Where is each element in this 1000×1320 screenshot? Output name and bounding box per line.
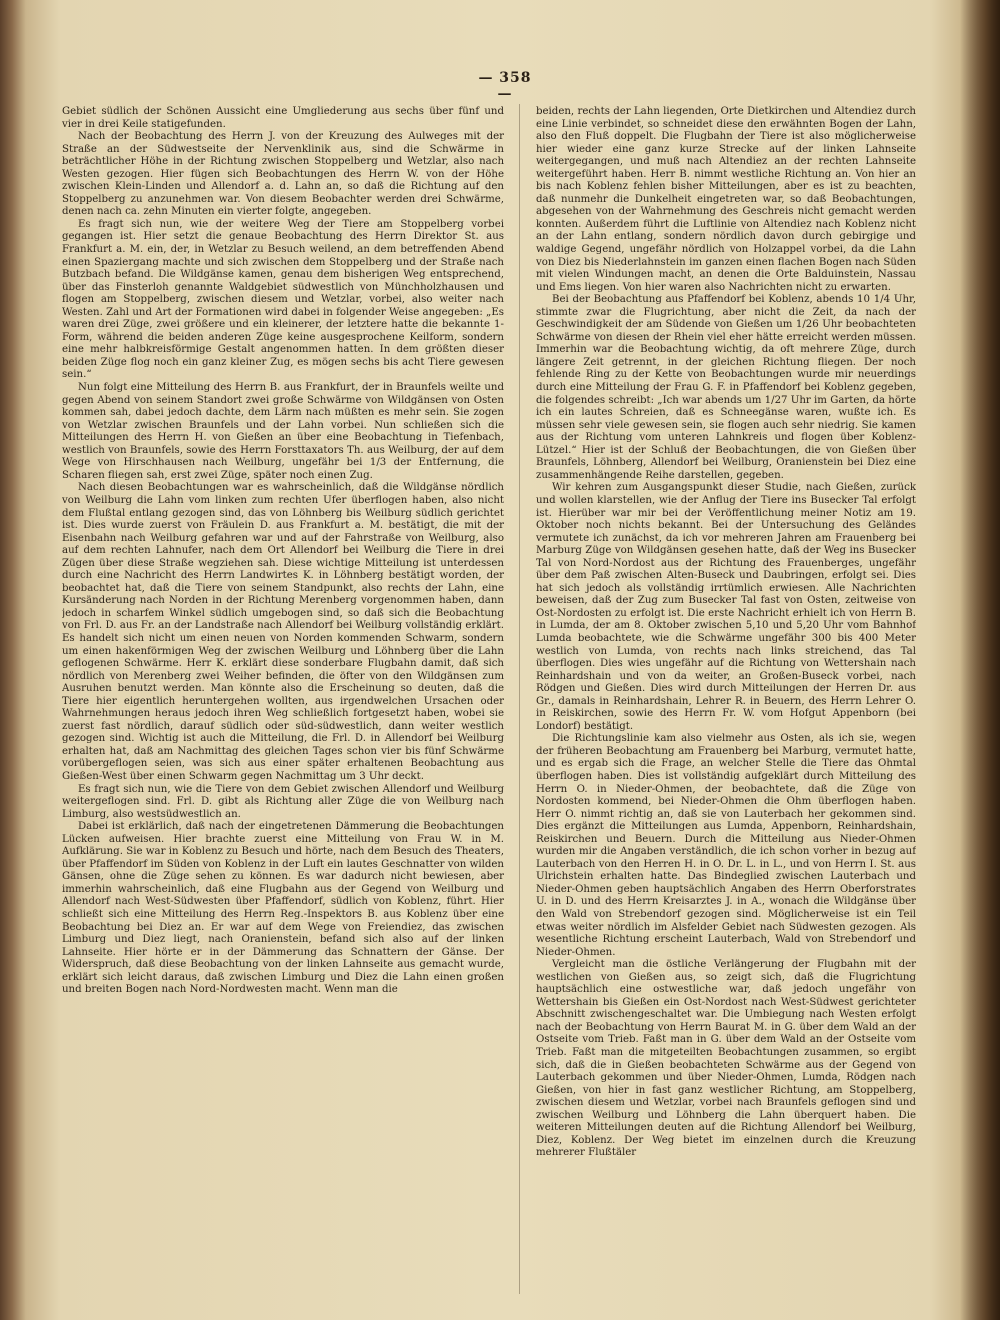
left-column — [62, 106, 504, 1296]
page-edge-shadow — [960, 0, 1000, 1320]
paragraph: Nach der Beobachtung des Herrn J. von der Kreuzung des Aulweges mit der Straße an der Südwestseite der Nervenklinik aus, sind die Schwärme in beträchtlicher Höhe in der Richtung zwischen Stoppelberg und Wetzlar, also nach Westen gezogen. Hier fügen sich Beobachtungen des Herrn W. von der Höhe zwischen Klein-Linden und Allendorf a. d. Lahn an, so daß die Richtung auf den Stoppelberg zu anzunehmen war. Von diesem Beobachter werden drei Schwärme, denen nach ca. zehn Minuten ein vierter folgte, angegeben. — [62, 131, 504, 218]
paragraph: Die Richtungslinie kam also vielmehr aus Osten, als ich sie, wegen der früheren Beobachtung am Frauenberg bei Marburg, vermutet hatte, und es ergab sich die Frage, an welcher Stelle die Tiere das Ohmtal überflogen haben. Dies ist vollständig aufgeklärt durch Mitteilung des Herrn O. in Nieder-Ohmen, der beobachtete, daß die Züge von Nordosten kommend, bei Nieder-Ohmen die Ohm überflogen haben. Herr O. nimmt richtig an, daß sie von Lauterbach her gekommen sind. Dies ergänzt die Mitteilungen aus Lumda, Appenborn, Reinhardshain, Reiskirchen und Beuern. Durch die Mitteilung aus Nieder-Ohmen wurden mir die Angaben verständlich, die ich schon vorher in bezug auf Lauterbach von den Herren H. in O. Dr. L. in L., und von Herrn I. St. aus Ulrichstein erhalten hatte. Das Bindeglied zwischen Lauterbach und Nieder-Ohmen geben hauptsächlich Angaben des Herrn Oberforstrates U. in D. und des Herrn Kreisarztes J. in A., wonach die Wildgänse über den Wald von Strebendorf gezogen sind. Möglicherweise ist ein Teil etwas weiter nördlich im Alsfelder Gebiet nach Südwesten gezogen. Als wesentliche Richtung erscheint Lauterbach, Wald von Strebendorf und Nieder-Ohmen. — [536, 733, 916, 958]
paragraph: Vergleicht man die östliche Verlängerung der Flugbahn mit der westlichen von Gießen aus, so zeigt sich, daß die Flugrichtung hauptsächlich eine ostwestliche war, daß jedoch ungefähr von Wettershain bis Gießen ein Ost-Nordost nach West-Südwest gerichteter Abschnitt zwischengeschaltet war. Die Umbiegung nach Westen erfolgt nach der Beobachtung von Herrn Baurat M. in G. über dem Wald an der Ostseite vom Trieb. Faßt man in G. über dem Wald an der Ostseite vom Trieb. Faßt man die mitgeteilten Beobachtungen zusammen, so ergibt sich, daß die in Gießen beobachteten Schwärme aus der Gegend von Lauterbach gekommen und über Nieder-Ohmen, Lumda, Rödgen nach Gießen, von hier in fast ganz westlicher Richtung, am Stoppelberg, zwischen diesem und Wetzlar, vorbei nach Braunfels geflogen sind und zwischen Weilburg und Löhnberg die Lahn überquert haben. Die weiteren Mitteilungen deuten auf die Richtung Allendorf bei Weilburg, Diez, Koblenz. Der Weg bietet im einzelnen durch die Kreuzung mehrerer Flußtäler — [536, 959, 916, 1159]
paragraph: Es fragt sich nun, wie die Tiere von dem Gebiet zwischen Allendorf und Weilburg weitergeflogen sind. Frl. D. gibt als Richtung aller Züge die von Weilburg nach Limburg, also westsüdwestlich an. — [62, 783, 504, 820]
paragraph: Wir kehren zum Ausgangspunkt dieser Studie, nach Gießen, zurück und wollen klarstellen, wie der Anflug der Tiere ins Busecker Tal erfolgt ist. Hierüber war mir bei der Veröffentlichung meiner Notiz am 19. Oktober noch nichts bekannt. Bei der Untersuchung des Geländes vermutete ich zunächst, da ich vor mehreren Jahren am Frauenberg bei Marburg Züge von Wildgänsen gesehen hatte, daß der Weg ins Busecker Tal von Nord-Nordost aus der Richtung des Frauenberges, ungefähr über dem Paß zwischen Alten-Buseck und Daubringen, erfolgt sei. Dies hat sich jedoch als vollständig irrtümlich erwiesen. Alle Nachrichten beweisen, daß der Zug zum Busecker Tal fast von Osten, zeitweise von Ost-Nordosten zu erfolgt ist. Die erste Nachricht erhielt ich von Herrn B. in Lumda, der am 8. Oktober zwischen 5,10 und 5,20 Uhr vom Bahnhof Lumda beobachtete, wie die Schwärme ungefähr 300 bis 400 Meter westlich von Lumda, von rechts nach links streichend, das Tal überflogen. Dies wies ungefähr auf die Richtung von Wettershain nach Reinhardshain und von da weiter, an Großen-Buseck vorbei, nach Rödgen und Gießen. Dies wird durch Mitteilungen der Herren Dr. aus Gr., damals in Reinhardshain, Lehrer R. in Beuern, des Herrn Lehrer O. in Reiskirchen, sowie des Herrn Fr. W. vom Hofgut Appenborn (bei Londorf) bestätigt. — [536, 482, 916, 732]
paragraph: Es fragt sich nun, wie der weitere Weg der Tiere am Stoppelberg vorbei gegangen ist. Hier setzt die genaue Beobachtung des Herrn Direktor St. aus Frankfurt a. M. ein, der, in Wetzlar zu Besuch weilend, an dem betreffenden Abend einen Spaziergang machte und sich zwischen dem Stoppelberg und der Straße nach Butzbach befand. Die Wildgänse kamen, genau dem bisherigen Weg entsprechend, über das Finsterloh genannte Waldgebiet südwestlich von Münchholzhausen und flogen am Stoppelberg, zwischen diesem und Wetzlar, vorbei, also weiter nach Westen. Zahl und Art der Formationen wird dabei in folgender Weise angegeben: „Es waren drei Züge, zwei größere und ein kleinerer, der letztere hatte die bekannte 1-Form, während die beiden anderen Züge keine ausgesprochene Keilform, sondern eine mehr halbkreisförmige Gestalt angenommen hatten. In dem größten dieser beiden Züge flog noch ein ganz kleiner Zug, es mögen sechs bis acht Tiere gewesen sein.“ — [62, 218, 504, 381]
paragraph: Nun folgt eine Mitteilung des Herrn B. aus Frankfurt, der in Braunfels weilte und gegen Abend von seinem Standort zwei große Schwärme von Wildgänsen von Osten kommen sah, dabei jedoch dachte, dem Lärm nach müßten es mehr sein. Sie zogen von Wetzlar zwischen Braunfels und der Lahn vorbei. Nun schließen sich die Mitteilungen des Herrn H. von Gießen an über eine Beobachtung in Tiefenbach, westlich von Braunfels, sowie des Herrn Forsttaxators Th. aus Weilburg, der auf dem Wege von Hirschhausen nach Weilburg, ungefähr bei 1/3 der Entfernung, die Scharen fliegen sah, erst zwei Züge, später noch einen Zug. — [62, 382, 504, 481]
paragraph: beiden, rechts der Lahn liegenden, Orte Dietkirchen und Altendiez durch eine Linie verbindet, so schneidet diese den erwähnten Bogen der Lahn, also den Fluß doppelt. Die Flugbahn der Tiere ist also möglicherweise hier wieder eine ganz kurze Strecke auf der linken Lahnseite weitergegangen, und muß nach Altendiez an der rechten Lahnseite weitergeführt haben. Herr B. nimmt westliche Richtung an. Von hier an bis nach Koblenz fehlen bisher Mitteilungen, aber es ist zu beachten, daß nunmehr die Dunkelheit eingetreten war, so daß Beobachtungen, abgesehen von der Wahrnehmung des Geschreis nicht gemacht werden konnten. Außerdem führt die Luftlinie von Altendiez nach Koblenz nicht an der Lahn entlang, sondern nördlich davon durch gebirgige und waldige Gegend, ungefähr nördlich von Holzappel vorbei, da die Lahn von Diez bis Niederlahnstein im ganzen einen flachen Bogen nach Süden mit vielen Windungen macht, an denen die Orte Balduinstein, Nassau und Ems liegen. Von hier waren also Nachrichten nicht zu erwarten. — [536, 106, 916, 293]
paragraph: Nach diesen Beobachtungen war es wahrscheinlich, daß die Wildgänse nördlich von Weilburg die Lahn vom linken zum rechten Ufer überflogen haben, also nicht dem Flußtal entlang gezogen sind, das von Löhnberg bis Weilburg südlich gerichtet ist. Dies wurde zuerst von Fräulein D. aus Frankfurt a. M. bestätigt, die mit der Eisenbahn nach Weilburg gefahren war und auf der Fahrstraße von Weilburg, also auf dem rechten Lahnufer, nach dem Ort Allendorf bei Weilburg die Tiere in drei Zügen über diese Straße wegziehen sah. Diese wichtige Mitteilung ist unterdessen durch eine Nachricht des Herrn Landwirtes K. in Löhnberg bestätigt worden, der beobachtet hat, daß die Tiere von seinem Standpunkt, also rechts der Lahn, eine Kursänderung nach Norden in der Richtung Merenberg vorgenommen haben, dann jedoch in scharfem Winkel südlich umgebogen sind, so daß sich die Beobachtung von Frl. D. aus Fr. an der Landstraße nach Allendorf bei Weilburg vollständig erklärt. Es handelt sich nicht um einen neuen von Norden kommenden Schwarm, sondern um einen hakenförmigen Weg der zwischen Weilburg und Löhnberg über die Lahn geflogenen Schwärme. Herr K. erklärt diese sonderbare Flugbahn damit, daß sich nördlich von Merenberg zwei Weiher befinden, die öfter von den Wildgänsen zum Ausruhen benutzt werden. Man könnte also die Erscheinung so deuten, daß die Tiere hier eigentlich heruntergehen wollten, aus irgendwelchen Ursachen oder Wahrnehmungen heraus jedoch ihren Weg schließlich fortgesetzt haben, wobei sie zuerst fast nördlich, darauf südlich oder süd-südwestlich, dann weiter westlich gezogen sind. Wichtig ist auch die Mitteilung, die Frl. D. in Allendorf bei Weilburg erhalten hat, daß am Nachmittag des gleichen Tages schon vier bis fünf Schwärme vorübergeflogen seien, was sich aus einer später erhaltenen Beobachtung aus Gießen-West über einen Schwarm gegen Nachmittag um 3 Uhr deckt. — [62, 482, 504, 782]
right-column — [536, 106, 916, 1296]
page-number: — 358 — — [478, 70, 532, 102]
paragraph: Bei der Beobachtung aus Pfaffendorf bei Koblenz, abends 10 1/4 Uhr, stimmte zwar die Flugrichtung, aber nicht die Zeit, da nach der Geschwindigkeit der am Südende von Gießen um 1/26 Uhr beobachteten Schwärme von diesen der Rhein viel eher hätte erreicht werden müssen. Immerhin war die Beobachtung wichtig, da oft mehrere Züge, durch längere Zeit getrennt, in der gleichen Richtung fliegen. Der noch fehlende Ring zu der Kette von Beobachtungen wurde mir neuerdings durch eine Mitteilung der Frau G. F. in Pfaffendorf bei Koblenz gegeben, die folgendes schreibt: „Ich war abends um 1/27 Uhr im Garten, da hörte ich ein lautes Schreien, daß es Schneegänse waren, wußte ich. Es müssen sehr viele gewesen sein, sie flogen auch sehr niedrig. Sie kamen aus der Richtung vom unteren Lahnkreis und flogen über Koblenz-Lützel.“ Hier ist der Schluß der Beobachtungen, die von Gießen über Braunfels, Löhnberg, Allendorf bei Weilburg, Oranienstein bei Diez eine zusammenhängende Reihe darstellen, gegeben. — [536, 294, 916, 481]
paragraph: Gebiet südlich der Schönen Aussicht eine Umgliederung aus sechs über fünf und vier in drei Keile statigefunden. — [62, 106, 504, 130]
column-divider — [519, 104, 520, 1294]
paragraph: Dabei ist erklärlich, daß nach der eingetretenen Dämmerung die Beobachtungen Lücken aufweisen. Hier brachte zuerst eine Mitteilung von Frau W. in M. Aufklärung. Sie war in Koblenz zu Besuch und hörte, nach dem Besuch des Theaters, über Pfaffendorf im Süden von Koblenz in der Luft ein lautes Geschnatter von wilden Gänsen, ohne die Züge sehen zu können. Es war dadurch nicht bewiesen, aber immerhin wahrscheinlich, daß eine Flugbahn aus der Gegend von Weilburg und Allendorf nach West-Südwesten über Pfaffendorf, südlich von Koblenz, führt. Hier schließt sich eine Mitteilung des Herrn Reg.-Inspektors B. aus Koblenz über eine Beobachtung bei Diez an. Er war auf dem Wege von Freiendiez, das zwischen Limburg und Diez liegt, nach Oranienstein, befand sich also auf der linken Lahnseite. Hier hörte er in der Dämmerung das Schnattern der Gänse. Der Widerspruch, daß diese Beobachtung von der linken Lahnseite aus gemacht wurde, erklärt sich leicht daraus, daß zwischen Limburg und Diez die Lahn einen großen und breiten Bogen nach Nord-Nordwesten macht. Wenn man die — [62, 821, 504, 996]
